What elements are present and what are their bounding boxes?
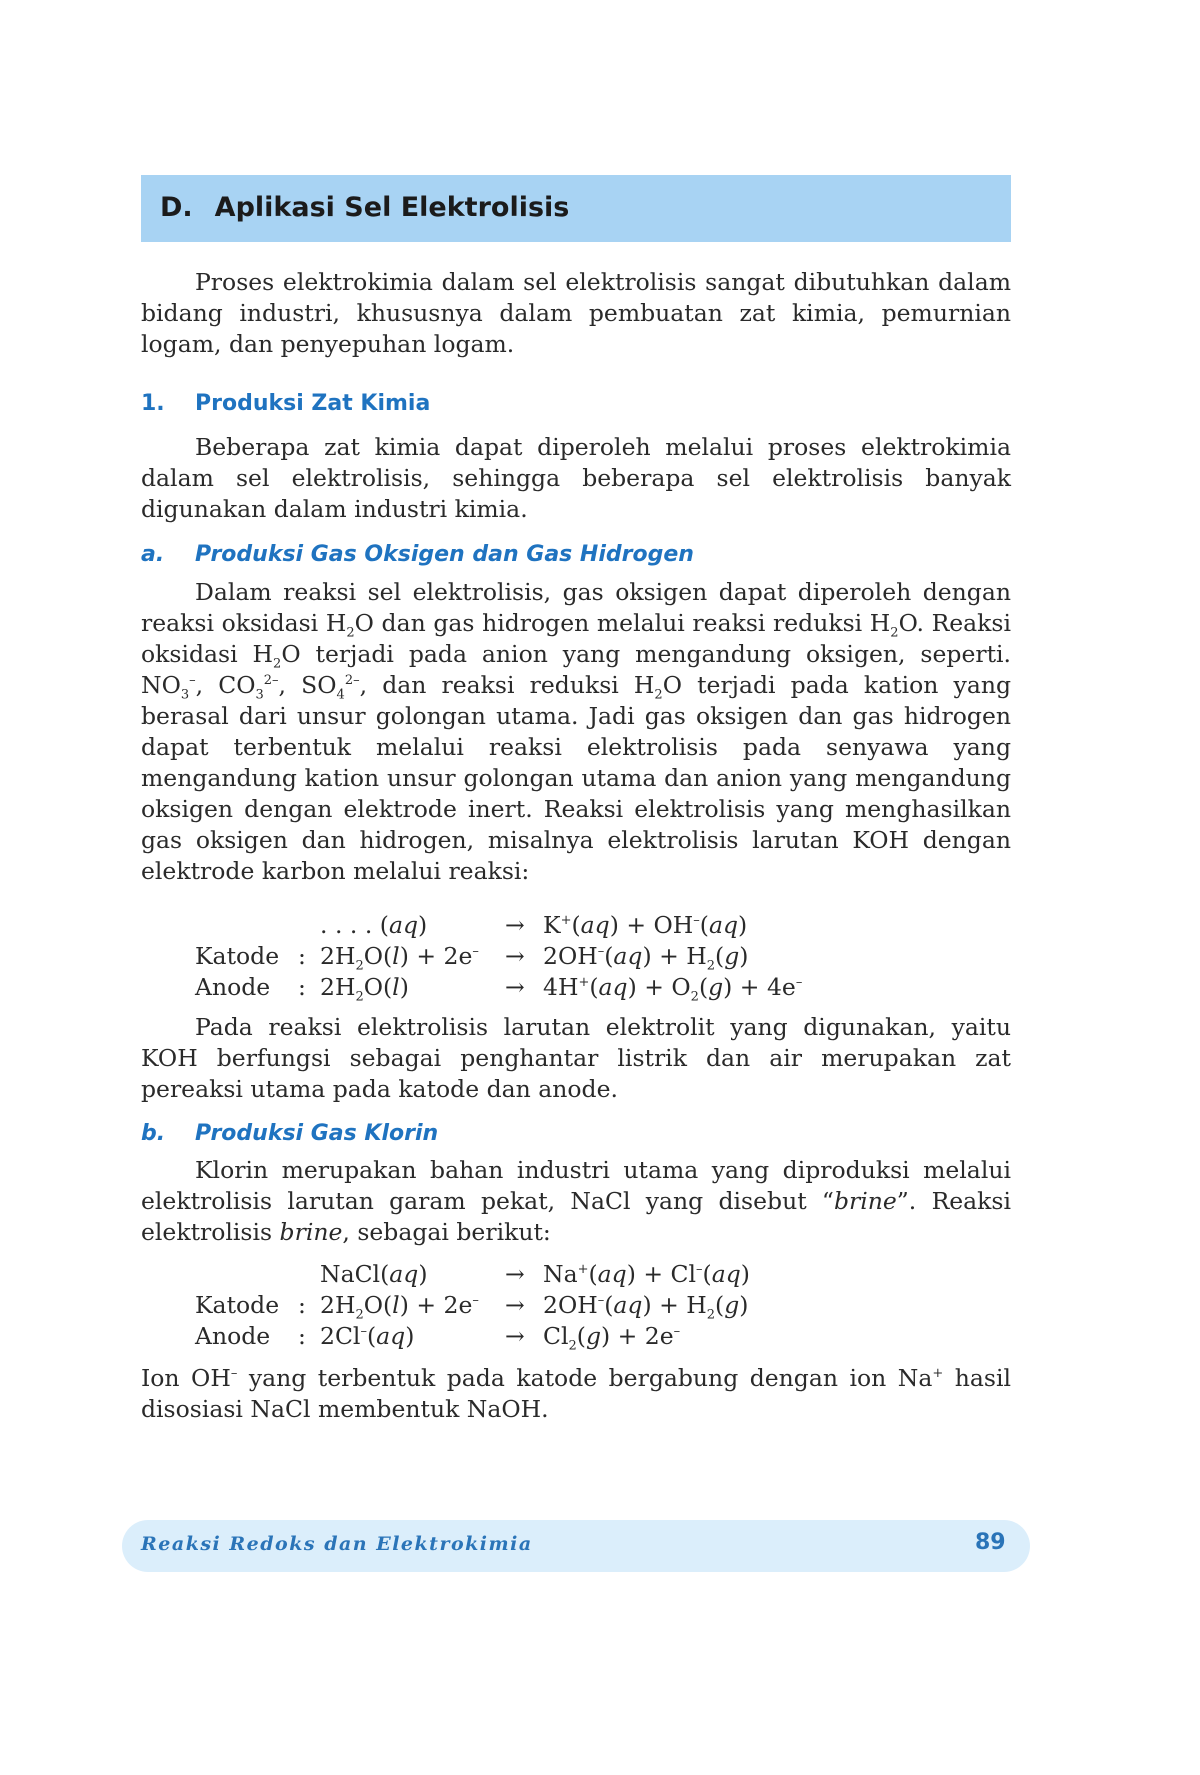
equation-label: Anode bbox=[195, 973, 271, 1001]
equation-products: K+(aq) + OH–(aq) bbox=[543, 911, 748, 939]
equation-products: $4H^+(aq) + O_2(g) + 4e^-$ bbox=[543, 973, 803, 1005]
subsection-letter: a. bbox=[141, 542, 165, 567]
equation-products: Na+(aq) + Cl–(aq) bbox=[543, 1260, 750, 1288]
section-title-text: Aplikasi Sel Elektrolisis bbox=[214, 192, 570, 223]
equation-reactants: $2H_2O(l) + 2e^-$ bbox=[320, 1291, 479, 1323]
equation-reactants: $2H_2O(l) + 2e^-$ bbox=[320, 942, 479, 974]
section-letter: D. bbox=[160, 192, 193, 223]
subsection-heading-b bbox=[141, 1121, 438, 1146]
subsection-a-conclusion: Pada reaksi elektrolisis larutan elektrolit yang digunakan, yaitu KOH berfungsi sebagai penghantar listrik dan air merupakan zat pereaksi utama pada katode dan anode. bbox=[141, 1013, 1011, 1103]
equation-products: $Cl_2(g) + 2e^-$ bbox=[543, 1322, 681, 1354]
page-number: 89 bbox=[975, 1530, 1006, 1555]
equation-label: Katode bbox=[195, 942, 280, 970]
subsection-heading-a bbox=[141, 542, 694, 567]
subsection-title: Produksi Gas Oksigen dan Gas Hidrogen bbox=[195, 542, 694, 567]
equation-colon: : bbox=[298, 1322, 306, 1350]
equation-reactants: $2H_2O(l)$ bbox=[320, 973, 409, 1005]
intro-paragraph: Proses elektrokimia dalam sel elektrolisis sangat dibutuhkan dalam bidang industri, khususnya dalam pembuatan zat kimia, pemurnian logam, dan penyepuhan logam. bbox=[141, 268, 1011, 358]
footer-book-title: Reaksi Redoks dan Elektrokimia bbox=[141, 1533, 533, 1555]
equation-products: $2OH^-(aq) + H_2(g)$ bbox=[543, 942, 749, 974]
subsection-a-paragraph: Dalam reaksi sel elektrolisis, gas oksigen dapat diperoleh dengan reaksi oksidasi $H_2O$ dan gas hidrogen melalui reaksi reduksi $H_2O$. Reaksi oksidasi $H_2O$ terjadi pada anion yang mengandung oksigen, seperti. $NO_3^-$, $CO_3^{2-}$, $SO_4^{2-}$, dan reaksi reduksi $H_2O$ terjadi pada kation yang berasal dari unsur golongan utama. Jadi gas oksigen dan gas hidrogen dapat terbentuk melalui reaksi elektrolisis pada senyawa yang mengandung kation unsur golongan utama dan anion yang mengandung oksigen dengan elektrode inert. Reaksi elektrolisis yang menghasilkan gas oksigen dan hidrogen, misalnya elektrolisis larutan KOH dengan elektrode karbon melalui reaksi: bbox=[141, 578, 1012, 885]
equation-label: Anode bbox=[195, 1322, 271, 1350]
subsection-b-paragraph: Klorin merupakan bahan industri utama yang diproduksi melalui elektrolisis larutan garam pekat, NaCl yang disebut “brine”. Reaksi elektrolisis brine, sebagai berikut: bbox=[141, 1156, 1011, 1246]
equation-colon: : bbox=[298, 973, 306, 1001]
equation-colon: : bbox=[298, 942, 306, 970]
subsection-letter: b. bbox=[141, 1121, 166, 1146]
arrow-icon: → bbox=[505, 973, 525, 1001]
equation-reactants: . . . . (aq) bbox=[320, 911, 428, 939]
equation-products: $2OH^-(aq) + H_2(g)$ bbox=[543, 1291, 749, 1323]
arrow-icon: → bbox=[505, 1291, 525, 1319]
subsection-number: 1. bbox=[141, 391, 165, 416]
subsection-title: Produksi Zat Kimia bbox=[195, 391, 431, 416]
arrow-icon: → bbox=[505, 911, 525, 939]
subsection-1-paragraph: Beberapa zat kimia dapat diperoleh melalui proses elektrokimia dalam sel elektrolisis, sehingga beberapa sel elektrolisis banyak digunakan dalam industri kimia. bbox=[141, 433, 1011, 523]
section-title bbox=[160, 192, 569, 223]
arrow-icon: → bbox=[505, 1322, 525, 1350]
arrow-icon: → bbox=[505, 1260, 525, 1288]
equation-label: Katode bbox=[195, 1291, 280, 1319]
equation-reactants: 2Cl–(aq) bbox=[320, 1322, 415, 1350]
subsection-b-conclusion: Ion OH– yang terbentuk pada katode bergabung dengan ion Na+ hasil disosiasi NaCl membentuk NaOH. bbox=[141, 1364, 1011, 1423]
subsection-title: Produksi Gas Klorin bbox=[195, 1121, 439, 1146]
subsection-heading-1 bbox=[141, 391, 430, 416]
arrow-icon: → bbox=[505, 942, 525, 970]
equation-colon: : bbox=[298, 1291, 306, 1319]
equation-reactants: NaCl(aq) bbox=[320, 1260, 428, 1288]
